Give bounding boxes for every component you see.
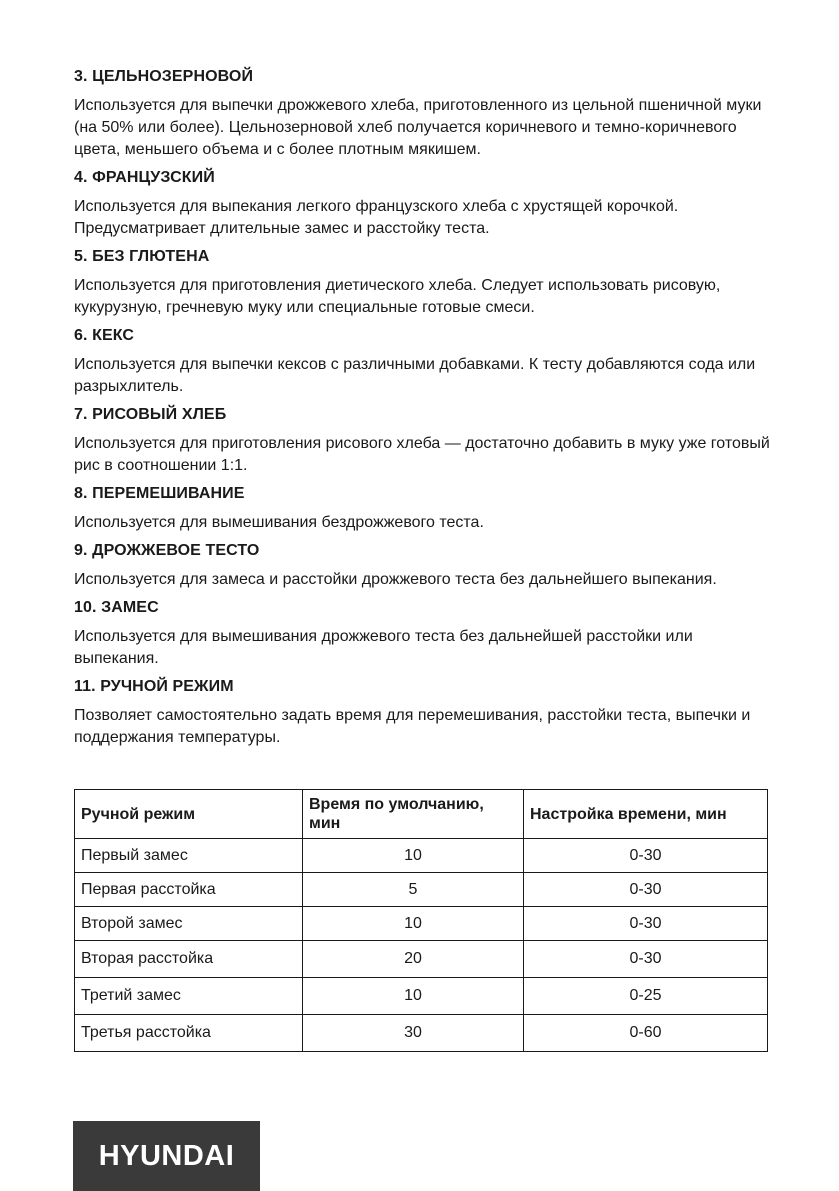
section-title: 3. ЦЕЛЬНОЗЕРНОВОЙ [74,68,254,85]
section-text: Используется для выпечки кексов с различными добавками. К тесту добавляются сода или разрыхлитель. [74,356,756,395]
table-cell-mode: Второй замес [75,907,303,941]
table-row [75,873,768,907]
section-rice-bread [74,404,774,477]
section-title: 9. ДРОЖЖЕВОЕ ТЕСТО [74,542,260,559]
section-text: Используется для вымешивания дрожжевого теста без дальнейшей расстойки или выпекания. [74,628,693,667]
table-cell-default: 30 [303,1015,524,1052]
hyundai-logo: HYUNDAI [73,1121,260,1191]
section-text: Используется для вымешивания бездрожжевого теста. [74,514,484,531]
table-cell-default: 5 [303,873,524,907]
table-row [75,941,768,978]
section-french [74,167,774,240]
table-cell-default: 10 [303,978,524,1015]
section-whole-grain [74,66,774,161]
table-cell-mode: Третья расстойка [75,1015,303,1052]
section-manual-mode [74,676,774,749]
manual-mode-table [74,789,768,1052]
section-text: Позволяет самостоятельно задать время для перемешивания, расстойки теста, выпечки и поддержания температуры. [74,707,751,746]
section-yeast-dough [74,540,774,591]
table-header-time-setting: Настройка времени, мин [524,790,768,839]
table-cell-default: 20 [303,941,524,978]
table-header-mode: Ручной режим [75,790,303,839]
table-cell-mode: Первая расстойка [75,873,303,907]
table-row [75,978,768,1015]
table-row [75,907,768,941]
section-title: 7. РИСОВЫЙ ХЛЕБ [74,406,227,423]
table-cell-range: 0-30 [524,907,768,941]
table-cell-range: 0-30 [524,873,768,907]
section-text: Используется для выпекания легкого французского хлеба с хрустящей корочкой. Предусматривает длительные замес и расстойку теста. [74,198,679,237]
section-text: Используется для выпечки дрожжевого хлеба, приготовленного из цельной пшеничной муки (на 50% или более). Цельнозерновой хлеб получается коричневого и темно-коричневого цвета, меньшего объема и с более плотным мякишем. [74,97,762,158]
section-title: 11. РУЧНОЙ РЕЖИМ [74,678,234,695]
section-cake [74,325,774,398]
table-cell-range: 0-30 [524,941,768,978]
table-cell-default: 10 [303,839,524,873]
section-title: 8. ПЕРЕМЕШИВАНИЕ [74,485,245,502]
table-cell-range: 0-25 [524,978,768,1015]
table-cell-default: 10 [303,907,524,941]
table-cell-mode: Третий замес [75,978,303,1015]
table-row [75,839,768,873]
section-text: Используется для замеса и расстойки дрожжевого теста без дальнейшего выпекания. [74,571,717,588]
table-row [75,1015,768,1052]
table-cell-mode: Вторая расстойка [75,941,303,978]
table-cell-mode: Первый замес [75,839,303,873]
document-body [74,66,774,755]
section-text: Используется для приготовления диетического хлеба. Следует использовать рисовую, кукурузную, гречневую муку или специальные готовые смеси. [74,277,721,316]
section-title: 10. ЗАМЕС [74,599,159,616]
section-title: 4. ФРАНЦУЗСКИЙ [74,169,215,186]
table-cell-range: 0-30 [524,839,768,873]
section-text: Используется для приготовления рисового хлеба — достаточно добавить в муку уже готовый рис в соотношении 1:1. [74,435,770,474]
section-title: 6. КЕКС [74,327,135,344]
section-gluten-free [74,246,774,319]
table-header-default-time: Время по умолчанию, мин [303,790,524,839]
table-cell-range: 0-60 [524,1015,768,1052]
section-title: 5. БЕЗ ГЛЮТЕНА [74,248,210,265]
section-kneading [74,597,774,670]
section-mixing [74,483,774,534]
table-header-row [75,790,768,839]
